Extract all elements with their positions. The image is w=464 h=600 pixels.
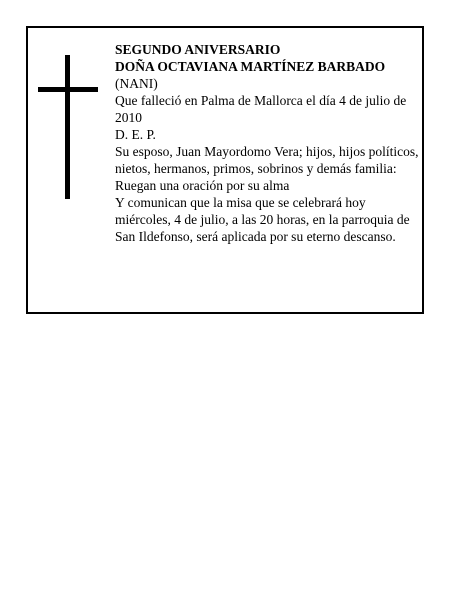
mass-info: Y comunican que la misa que se celebrará hoy miércoles, 4 de julio, a las 20 horas, en la parroquia de San Ildefonso, será aplicada por su eterno descanso. xyxy=(115,195,410,244)
cross-icon xyxy=(38,55,98,199)
deceased-name: DOÑA OCTAVIANA MARTÍNEZ BARBADO xyxy=(115,59,386,74)
notice-heading: SEGUNDO ANIVERSARIO xyxy=(115,42,281,57)
family-list: Su esposo, Juan Mayordomo Vera; hijos, hijos políticos, nietos, hermanos, primos, sobrinos y demás familia: xyxy=(115,144,419,176)
notice-text-block xyxy=(115,41,420,245)
death-info: Que falleció en Palma de Mallorca el día 4 de julio de 2010 xyxy=(115,93,407,125)
cross-vertical-bar xyxy=(65,55,70,199)
deceased-nickname: (NANI) xyxy=(115,76,158,91)
obituary-notice xyxy=(26,26,424,314)
rip-abbreviation: D. E. P. xyxy=(115,127,156,142)
prayer-request: Ruegan una oración por su alma xyxy=(115,178,290,193)
cross-horizontal-bar xyxy=(38,87,98,92)
